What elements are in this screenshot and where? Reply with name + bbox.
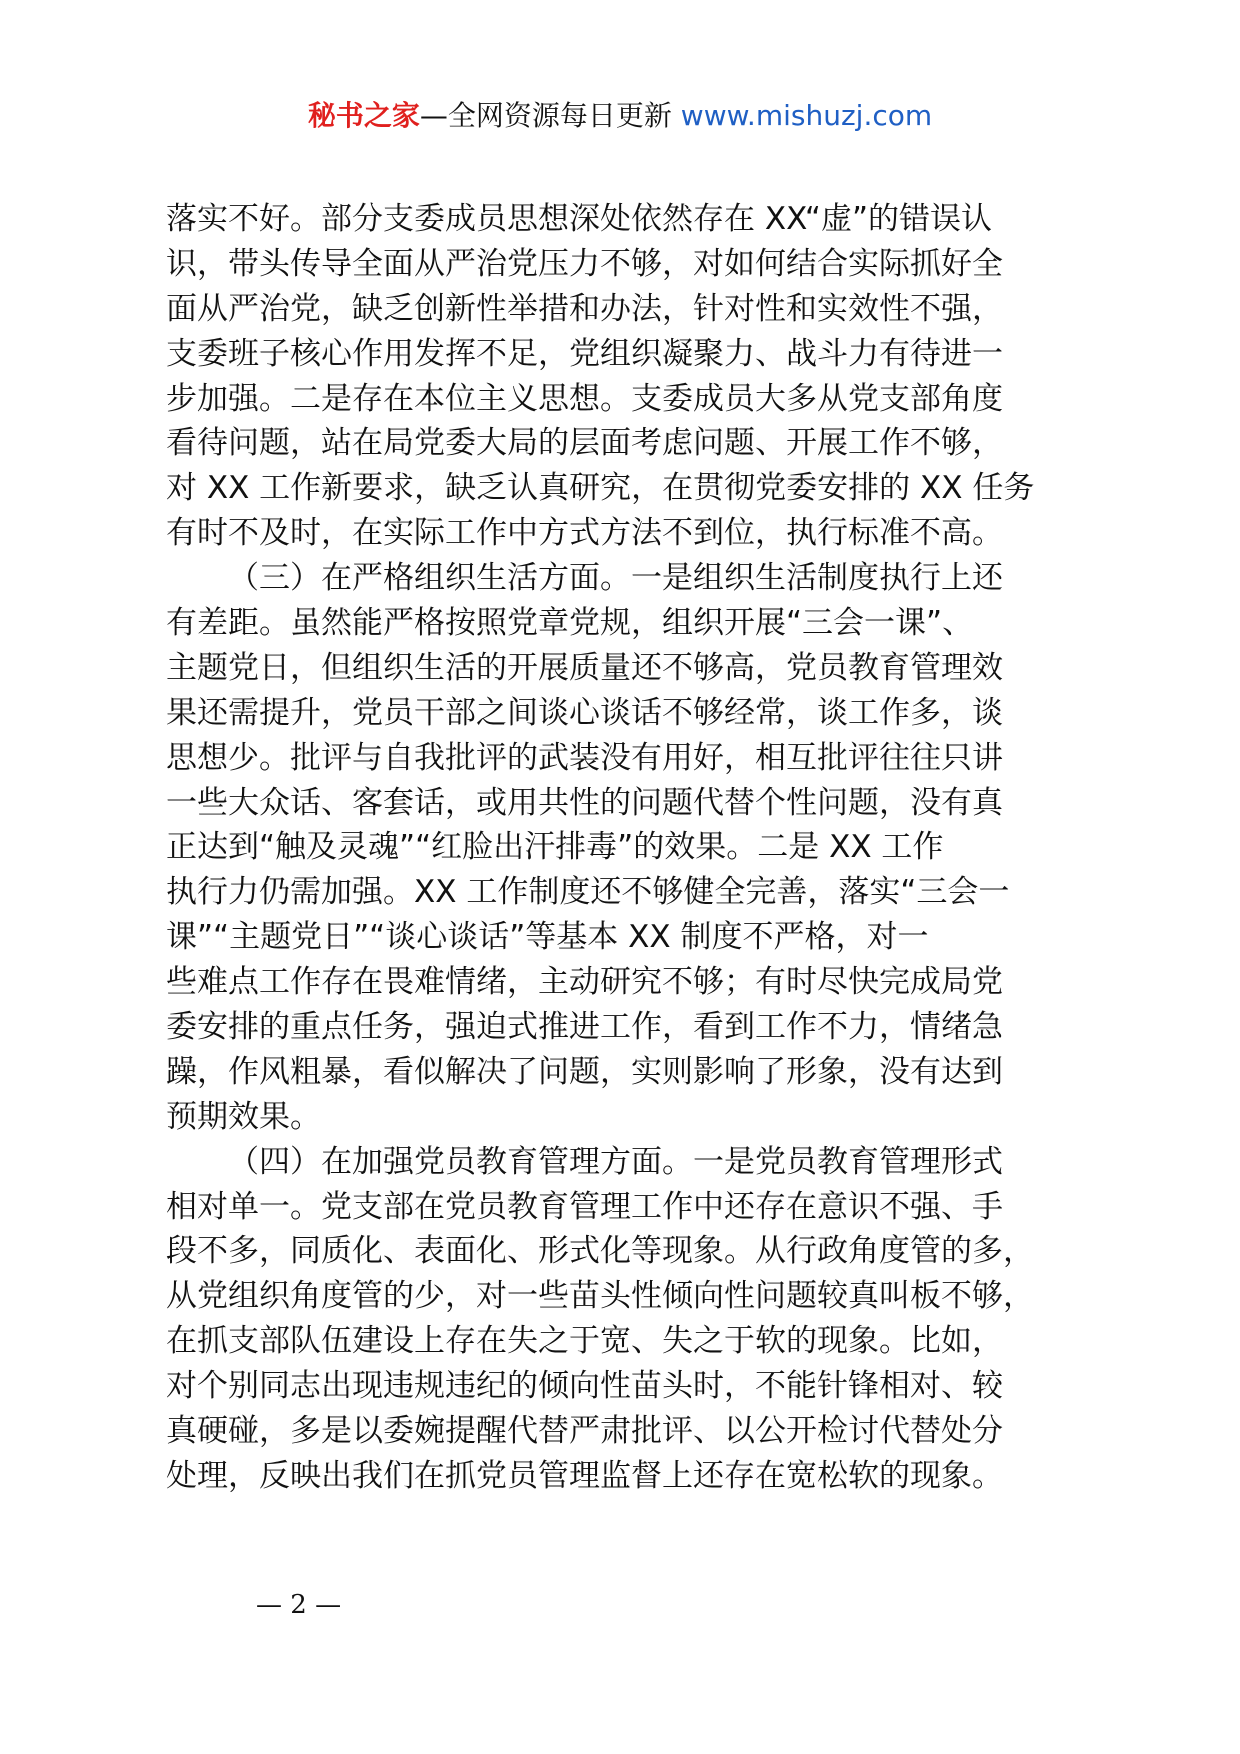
text-line: 对 XX 工作新要求，缺乏认真研究，在贯彻党委安排的 XX 任务: [166, 470, 1035, 507]
text-line: 相对单一。党支部在党员教育管理工作中还存在意识不强、手: [166, 1188, 1003, 1225]
paragraph-start-line: （四）在加强党员教育管理方面。一是党员教育管理形式: [228, 1143, 1003, 1180]
text-line: 真硬碰，多是以委婉提醒代替严肃批评、以公开检讨代替处分: [166, 1413, 1003, 1450]
text-line: 课”“主题党日”“谈心谈话”等基本 XX 制度不严格，对一: [166, 919, 929, 956]
text-line: 预期效果。: [166, 1098, 321, 1135]
text-line: 步加强。二是存在本位主义思想。支委成员大多从党支部角度: [166, 380, 1003, 417]
text-line: 思想少。批评与自我批评的武装没有用好，相互批评往往只讲: [166, 739, 1003, 776]
text-line: 看待问题，站在局党委大局的层面考虑问题、开展工作不够，: [166, 425, 1003, 462]
text-line: 对个别同志出现违规违纪的倾向性苗头时，不能针锋相对、较: [166, 1368, 1003, 1405]
banner-tagline: —全网资源每日更新: [419, 99, 672, 132]
text-line: 段不多，同质化、表面化、形式化等现象。从行政角度管的多，: [166, 1233, 1034, 1270]
text-line: 识，带头传导全面从严治党压力不够，对如何结合实际抓好全: [166, 245, 1003, 282]
site-banner: [0, 96, 1240, 136]
text-line: 支委班子核心作用发挥不足，党组织凝聚力、战斗力有待进一: [166, 335, 1003, 372]
text-line: 正达到“触及灵魂”“红脸出汗排毒”的效果。二是 XX 工作: [166, 829, 944, 866]
text-line: 一些大众话、客套话，或用共性的问题代替个性问题，没有真: [166, 784, 1003, 821]
document-body: [166, 197, 1096, 1499]
text-line: 面从严治党，缺乏创新性举措和办法，针对性和实效性不强，: [166, 290, 1003, 327]
text-line: 有时不及时，在实际工作中方式方法不到位，执行标准不高。: [166, 515, 1003, 552]
text-line: 处理，反映出我们在抓党员管理监督上还存在宽松软的现象。: [166, 1457, 1003, 1494]
text-line: 执行力仍需加强。XX 工作制度还不够健全完善，落实“三会一: [166, 874, 1010, 911]
text-line: 主题党日，但组织生活的开展质量还不够高，党员教育管理效: [166, 649, 1003, 686]
text-line: 果还需提升，党员干部之间谈心谈话不够经常，谈工作多，谈: [166, 694, 1003, 731]
text-line: 从党组织角度管的少，对一些苗头性倾向性问题较真叫板不够，: [166, 1278, 1034, 1315]
text-line: 在抓支部队伍建设上存在失之于宽、失之于软的现象。比如，: [166, 1323, 1003, 1360]
website-link[interactable]: www.mishuzj.com: [680, 99, 933, 132]
brand-name: 秘书之家: [307, 99, 420, 132]
text-line: 躁，作风粗暴，看似解决了问题，实则影响了形象，没有达到: [166, 1053, 1003, 1090]
text-line: 落实不好。部分支委成员思想深处依然存在 XX“虚”的错误认: [166, 201, 993, 237]
paragraph-start-line: （三）在严格组织生活方面。一是组织生活制度执行上还: [228, 560, 1003, 597]
page-number: — 2 —: [256, 1590, 342, 1620]
text-line: 委安排的重点任务，强迫式推进工作，看到工作不力，情绪急: [166, 1009, 1003, 1046]
text-line: 些难点工作存在畏难情绪，主动研究不够；有时尽快完成局党: [166, 964, 1003, 1001]
text-line: 有差距。虽然能严格按照党章党规，组织开展“三会一课”、: [166, 605, 974, 642]
